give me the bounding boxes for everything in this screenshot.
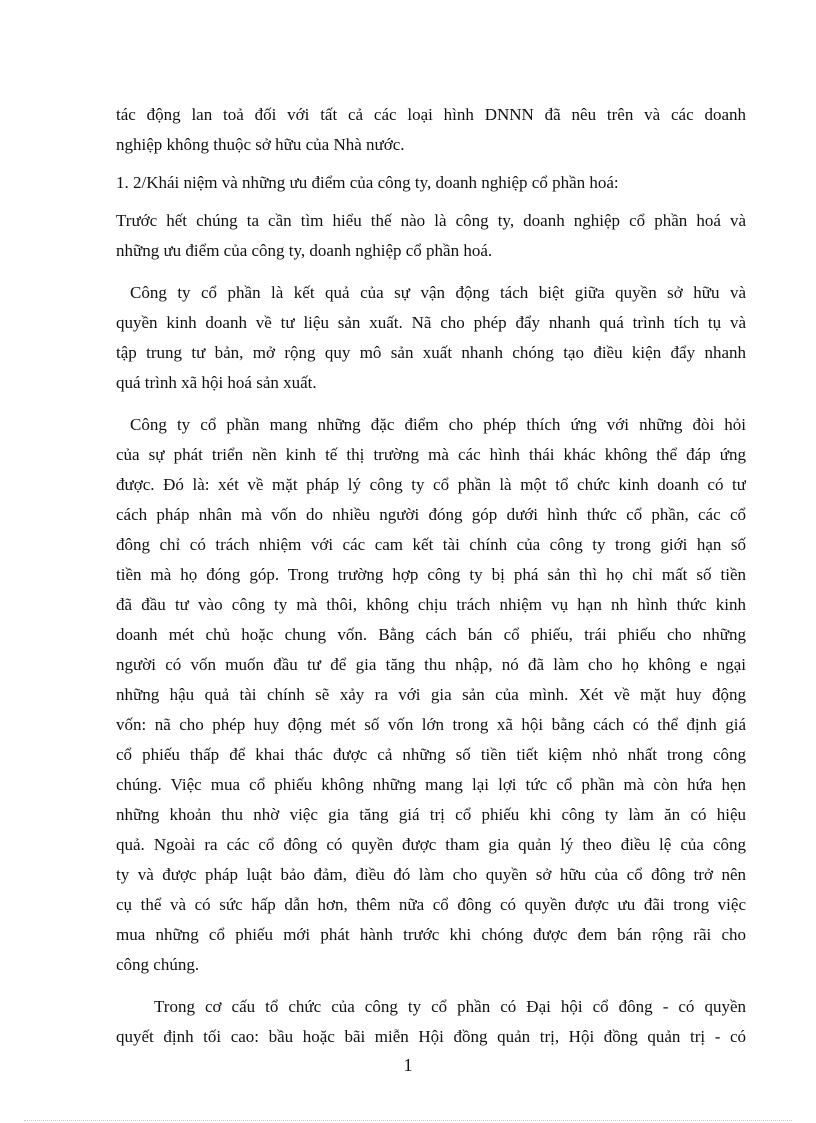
paragraph-definition — [116, 278, 746, 398]
text-line: cách pháp nhân mà vốn do nhiều người đóng góp dưới hình thức cổ phần, các cổ — [116, 505, 746, 524]
text-line: tập trung tư bản, mở rộng quy mô sản xuất nhanh chóng tạo điều kiện đẩy nhanh — [116, 343, 746, 362]
text-line: tiền mà họ đóng góp. Trong trường hợp công ty bị phá sản thì họ chỉ mất số tiền — [116, 565, 746, 584]
document-body — [116, 100, 746, 1052]
text-line: đã đầu tư vào công ty mà thôi, không chịu trách nhiệm vụ hạn nh hình thức kinh — [116, 595, 746, 614]
text-line: quyết định tối cao: bầu hoặc bãi miễn Hội đồng quản trị, Hội đồng quản trị - có — [116, 1027, 746, 1046]
text-line: được. Đó là: xét về mặt pháp lý công ty cổ phần là một tổ chức kinh doanh có tư — [116, 475, 746, 494]
paragraph-characteristics — [116, 410, 746, 980]
page-number: 1 — [403, 1055, 413, 1075]
text-line: cổ phiếu thấp để khai thác được cả những số tiền tiết kiệm nhỏ nhất trong công — [116, 745, 746, 764]
text-line: những khoản thu nhờ việc gia tăng giá trị cổ phiếu khi công ty làm ăn có hiệu — [116, 805, 746, 824]
text-line: vốn: nã cho phép huy động mét số vốn lớn trong xã hội bằng cách có thể định giá — [116, 715, 746, 734]
text-line: người có vốn muốn đầu tư để gia tăng thu nhập, nó đã làm cho họ không e ngại — [116, 655, 746, 674]
text-line: ty và được pháp luật bảo đảm, điều đó làm cho quyền sở hữu của cổ đông trở nên — [116, 865, 746, 884]
text-line: tác động lan toả đối với tất cả các loại hình DNNN đã nêu trên và các doanh — [116, 105, 746, 124]
text-line: của sự phát triển nền kinh tế thị trường mà các hình thái khác không thể đáp ứng — [116, 445, 746, 464]
text-line: đông chỉ có trách nhiệm với các cam kết tài chính của công ty trong giới hạn số — [116, 535, 746, 554]
text-line: chúng. Việc mua cổ phiếu không những mang lại lợi tức cổ phần mà còn hứa hẹn — [116, 775, 746, 794]
text-line: quá trình xã hội hoá sản xuất. — [116, 373, 317, 392]
text-line: nghiệp không thuộc sở hữu của Nhà nước. — [116, 135, 405, 154]
text-line: Trước hết chúng ta cần tìm hiểu thế nào là công ty, doanh nghiệp cổ phần hoá và — [116, 211, 746, 230]
section-heading: 1. 2/Khái niệm và những ưu điểm của công ty, doanh nghiệp cổ phần hoá: — [116, 173, 619, 192]
text-line: mua những cổ phiếu mới phát hành trước khi chóng được đem bán rộng rãi cho — [116, 925, 746, 944]
text-line: quyền kinh doanh về tư liệu sản xuất. Nã cho phép đẩy nhanh quá trình tích tụ và — [116, 313, 746, 332]
text-line: cụ thể và có sức hấp dẫn hơn, thêm nữa cổ đông có quyền được ưu đãi trong việc — [116, 895, 746, 914]
text-line: quả. Ngoài ra các cổ đông có quyền được tham gia quản lý theo điều lệ của công — [116, 835, 746, 854]
text-line: những ưu điểm của công ty, doanh nghiệp cổ phần hoá. — [116, 241, 493, 260]
text-line: Công ty cổ phần mang những đặc điểm cho phép thích ứng với những đòi hỏi — [130, 415, 746, 434]
paragraph-continuation — [116, 100, 746, 160]
page-bottom-rule — [24, 1120, 792, 1121]
text-line: Công ty cổ phần là kết quả của sự vận động tách biệt giữa quyền sở hữu và — [130, 283, 746, 302]
text-line: Trong cơ cấu tổ chức của công ty cổ phần có Đại hội cổ đông - có quyền — [154, 997, 746, 1016]
text-line: doanh mét chủ hoặc chung vốn. Bằng cách bán cổ phiếu, trái phiếu cho những — [116, 625, 746, 644]
text-line: những hậu quả tài chính sẽ xảy ra với gia sản của mình. Xét về mặt huy động — [116, 685, 746, 704]
paragraph-structure — [116, 992, 746, 1052]
paragraph-intro — [116, 206, 746, 266]
text-line: công chúng. — [116, 955, 200, 974]
